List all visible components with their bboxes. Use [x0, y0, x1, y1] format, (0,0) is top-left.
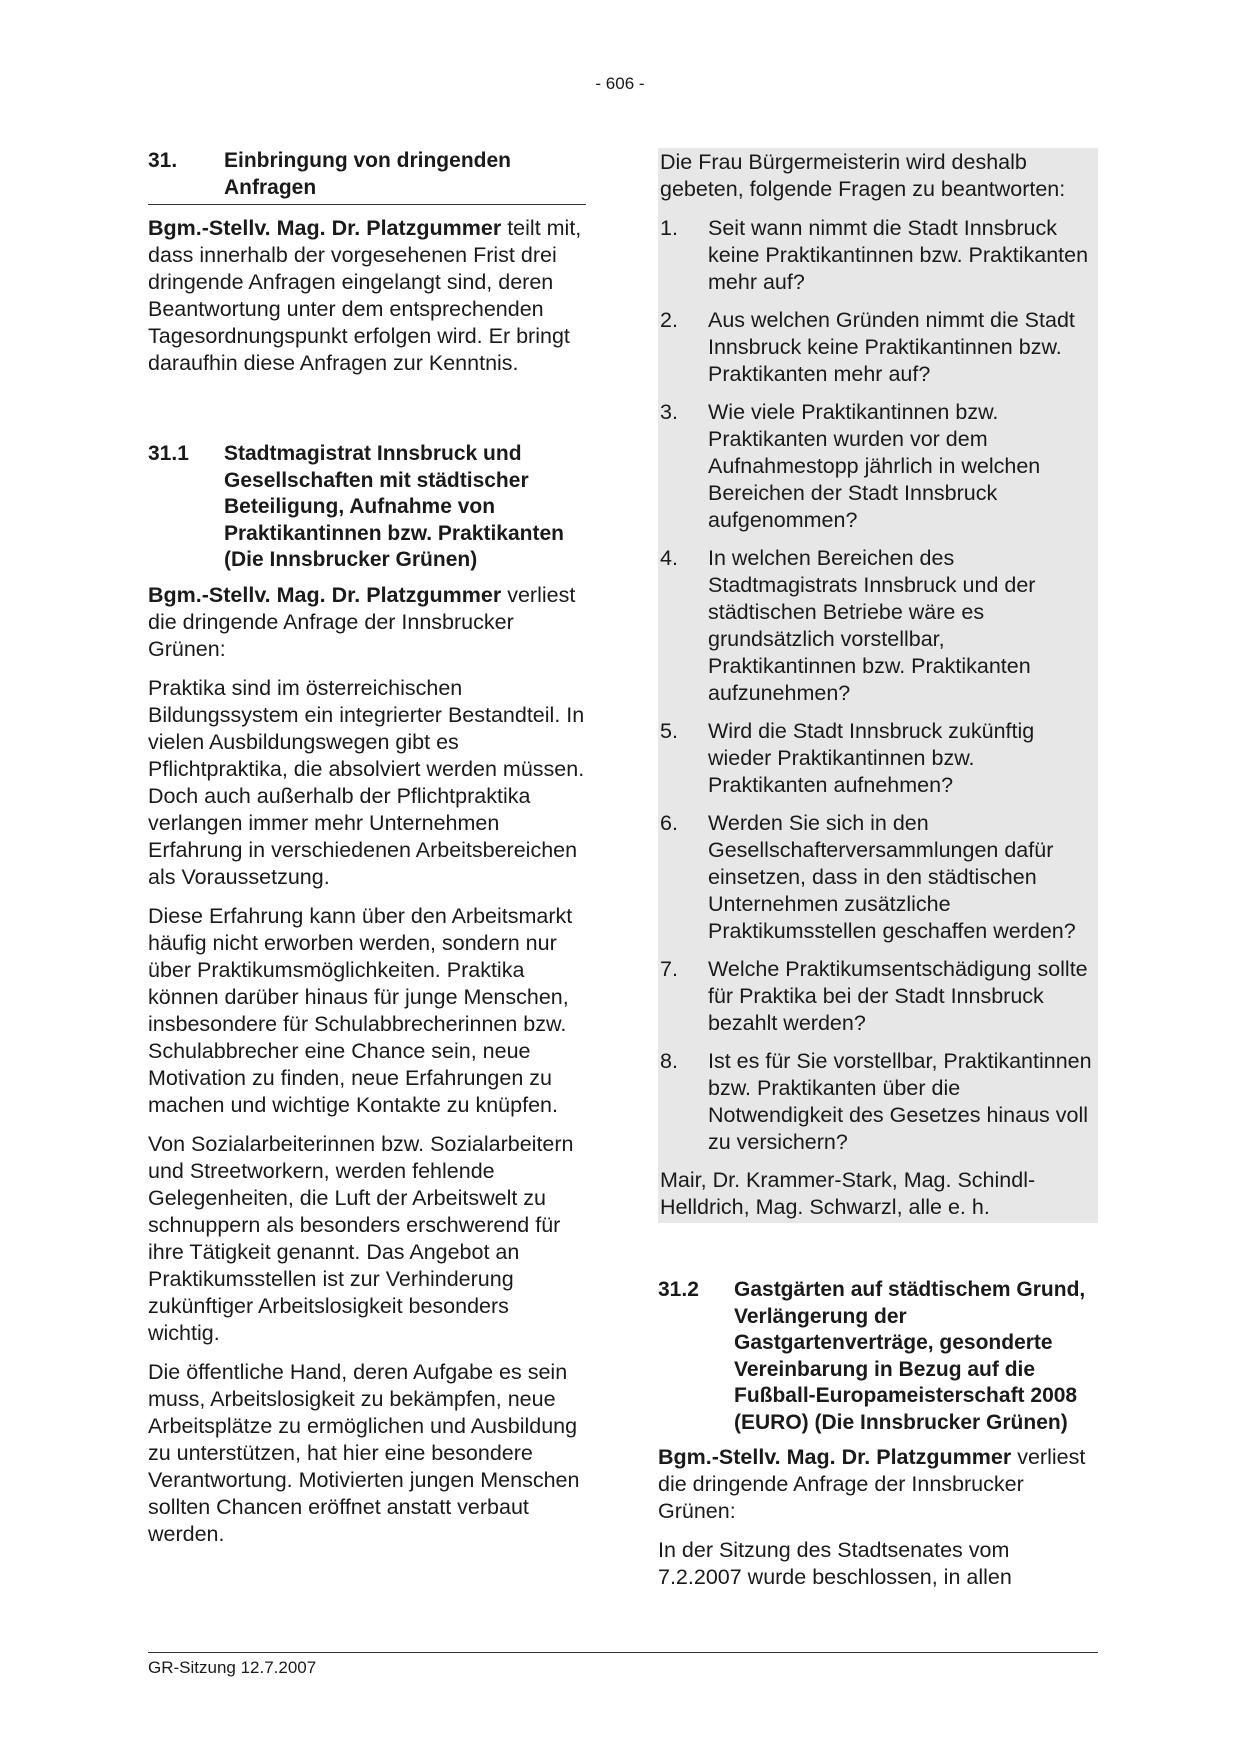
question-item [660, 215, 1098, 296]
reading-paragraph [148, 582, 586, 663]
right-column [658, 148, 1098, 1603]
question-item [660, 399, 1098, 534]
question-number: 6. [660, 811, 678, 835]
reading-paragraph [658, 1444, 1098, 1525]
body-paragraph: Von Sozialarbeiterinnen bzw. Sozialarbeitern und Streetworkern, werden fehlende Gelegenheiten, die Luft der Arbeitswelt zu schnuppern als besonders erschwerend für ihre Tätigkeit genannt. Das Angebot an Praktikumsstellen ist zur Verhinderung zukünftiger Arbeitslosigkeit besonders wichtig. [148, 1131, 574, 1345]
section-number: 31.2 [658, 1278, 699, 1301]
question-number: 2. [660, 308, 678, 332]
section-number: 31.1 [148, 442, 189, 465]
question-item [660, 307, 1098, 388]
body-paragraph: Die öffentliche Hand, deren Aufgabe es sein muss, Arbeitslosigkeit zu bekämpfen, neue Arbeitsplätze zu ermöglichen und Ausbildung zu unterstützen, hat hier eine besondere Verantwortung. Motivierten jungen Menschen sollten Chancen eröffnet anstatt verbaut werden. [148, 1359, 580, 1546]
section-31-1-heading [148, 441, 586, 574]
section-number: 31. [148, 149, 178, 172]
reading-text: verliest die dringende Anfrage der Innsbrucker Grünen: [148, 582, 576, 661]
question-number: 8. [660, 1049, 678, 1073]
question-text: In welchen Bereichen des Stadtmagistrats Innsbruck und der städtischen Betriebe wäre es grundsätzlich vorstellbar, Praktikantinnen bzw. Praktikanten aufzunehmen? [708, 546, 1036, 705]
section-title: Gastgärten auf städtischem Grund, Verlängerung der Gastgartenverträge, gesonderte Vereinbarung in Bezug auf die Fußball-Europameisterschaft 2008 (EURO) (Die Innsbrucker Grünen) [734, 1278, 1086, 1434]
question-text: Werden Sie sich in den Gesellschafterversammlungen dafür einsetzen, dass in den städtischen Unternehmen zusätzliche Praktikumsstellen geschaffen werden? [708, 811, 1076, 943]
question-text: Seit wann nimmt die Stadt Innsbruck keine Praktikantinnen bzw. Praktikanten mehr auf? [708, 216, 1089, 294]
footer-text: GR-Sitzung 12.7.2007 [148, 1658, 317, 1677]
intro-text: teilt mit, dass innerhalb der vorgesehenen Frist drei dringende Anfragen eingelangt sind, deren Beantwortung unter dem entsprechenden Tagesordnungspunkt erfolgen wird. Er bringt daraufhin diese Anfragen zur Kenntnis. [148, 216, 582, 375]
page-number: - 606 - [595, 74, 645, 93]
question-number: 1. [660, 216, 678, 240]
question-number: 3. [660, 400, 678, 424]
speaker-name: Bgm.-Stellv. Mag. Dr. Platzgummer [148, 216, 502, 240]
left-column [148, 148, 586, 1560]
speaker-name: Bgm.-Stellv. Mag. Dr. Platzgummer [658, 1445, 1012, 1469]
intro-paragraph [148, 215, 586, 377]
section-31-2-heading [658, 1277, 1098, 1436]
body-paragraph: Diese Erfahrung kann über den Arbeitsmarkt häufig nicht erworben werden, sondern nur über Praktikumsmöglichkeiten. Praktika können darüber hinaus für junge Menschen, insbesondere für Schulabbrecherinnen bzw. Schulabbrecher eine Chance sein, neue Motivation zu finden, neue Erfahrungen zu machen und wichtige Kontakte zu knüpfen. [148, 903, 573, 1117]
question-list [660, 215, 1098, 1156]
question-box [658, 148, 1098, 1223]
question-item [660, 545, 1098, 707]
box-intro: Die Frau Bürgermeisterin wird deshalb gebeten, folgende Fragen zu beantworten: [660, 150, 1066, 201]
signatories: Mair, Dr. Krammer-Stark, Mag. Schindl-Helldrich, Mag. Schwarzl, alle e. h. [660, 1168, 1036, 1219]
speaker-name: Bgm.-Stellv. Mag. Dr. Platzgummer [148, 582, 502, 607]
question-text: Welche Praktikumsentschädigung sollte für Praktika bei der Stadt Innsbruck bezahlt werden? [708, 957, 1088, 1035]
question-item [660, 956, 1098, 1037]
section-31-heading [148, 148, 586, 205]
body-paragraph: Praktika sind im österreichischen Bildungssystem ein integrierter Bestandteil. In vielen Ausbildungswegen gibt es Pflichtpraktika, die absolviert werden müssen. Doch auch außerhalb der Pflichtpraktika verlangen immer mehr Unternehmen Erfahrung in verschiedenen Arbeitsbereichen als Voraussetzung. [148, 675, 585, 889]
question-item [660, 810, 1098, 945]
question-item [660, 1048, 1098, 1156]
reading-text: verliest die dringende Anfrage der Innsbrucker Grünen: [658, 1445, 1086, 1523]
body-paragraph: In der Sitzung des Stadtsenates vom 7.2.2007 wurde beschlossen, in allen [658, 1538, 1012, 1589]
question-item [660, 718, 1098, 799]
footer-divider [148, 1652, 1098, 1653]
question-text: Wird die Stadt Innsbruck zukünftig wieder Praktikantinnen bzw. Praktikanten aufnehmen? [708, 719, 1035, 797]
question-text: Wie viele Praktikantinnen bzw. Praktikanten wurden vor dem Aufnahmestopp jährlich in welchen Bereichen der Stadt Innsbruck aufgenommen? [708, 400, 1041, 532]
section-title: Stadtmagistrat Innsbruck und Gesellschaften mit städtischer Beteiligung, Aufnahme von Praktikantinnen bzw. Praktikanten (Die Innsbrucker Grünen) [224, 442, 564, 571]
section-title: Einbringung von dringenden Anfragen [224, 149, 511, 199]
question-number: 4. [660, 546, 678, 570]
question-number: 5. [660, 719, 678, 743]
question-text: Ist es für Sie vorstellbar, Praktikantinnen bzw. Praktikanten über die Notwendigkeit des Gesetzes hinaus voll zu versichern? [708, 1049, 1092, 1154]
question-number: 7. [660, 957, 678, 981]
question-text: Aus welchen Gründen nimmt die Stadt Innsbruck keine Praktikantinnen bzw. Praktikanten mehr auf? [708, 308, 1075, 386]
